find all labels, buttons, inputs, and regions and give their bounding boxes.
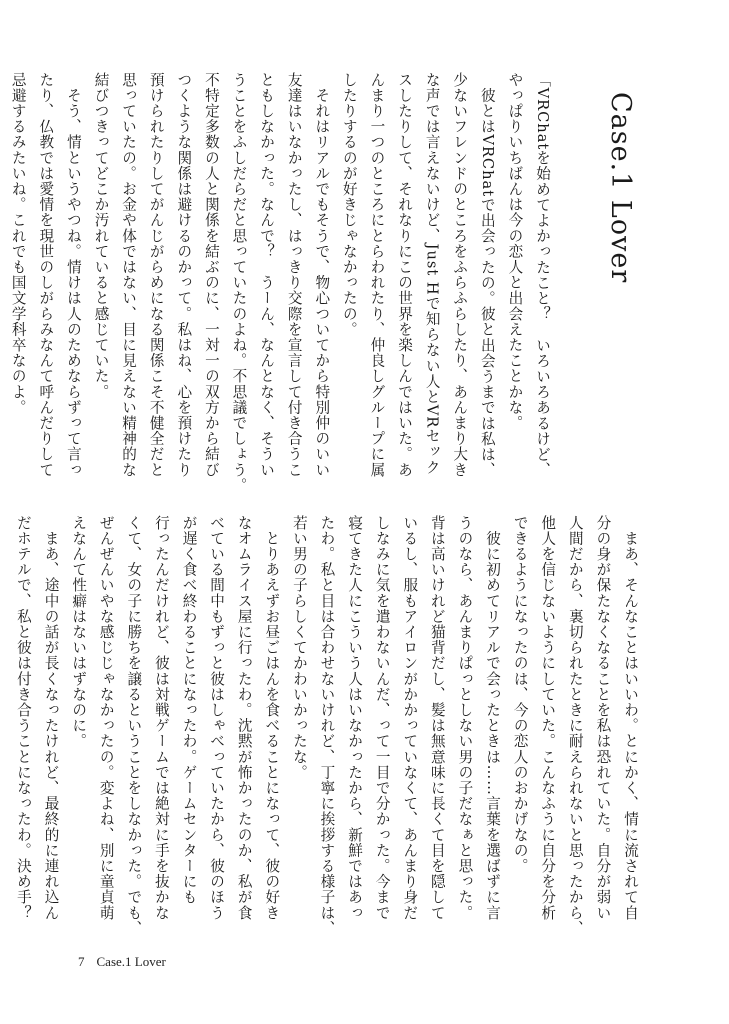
upper-text-block (9, 72, 556, 494)
lower-text-block (14, 515, 644, 937)
text-line: うことをふしだらだと思っていたのよね。不思議でしょう。 (230, 72, 248, 494)
text-line: べている間中もずっと彼はしゃべっていたから、彼のほう (208, 515, 226, 921)
text-line: くて、女の子に勝ちを譲るということをしなかった。でも、 (125, 515, 143, 937)
text-line: たわ。私と目は合わせないけれど、丁寧に挨拶する様子は、 (318, 515, 336, 937)
text-line: な声では言えないけど、Just Hで知らない人とVRセック (423, 72, 441, 476)
text-line: 彼に初めてリアルで会ったときは……言葉を選ばずに言 (484, 515, 502, 921)
text-line: つくような関係は避けるのかって。私はね、心を預けたり (175, 72, 193, 478)
text-line: したりするのが好きじゃなかったの。 (340, 72, 358, 338)
text-line: 友達はいなかったし、はっきり交際を宣言して付き合うこ (285, 72, 303, 478)
text-line: 忌避するみたいね。これでも国文学科卒なのよ。 (9, 72, 27, 416)
text-line: やっぱりいちばんは今の恋人と出会えたことかな。 (506, 72, 524, 431)
text-line: できるようになったのは、今の恋人のおかげなの。 (511, 515, 529, 874)
text-line: 行ったんだけれど、彼は対戦ゲームでは絶対に手を抜かな (152, 515, 170, 921)
text-line: 彼とはVRChatで出会ったの。彼と出会うまでは私は、 (478, 72, 496, 478)
chapter-title: Case.1 Lover (605, 92, 636, 284)
text-line: 人間だから、裏切られたときに耐えられないと思ったから、 (566, 515, 584, 937)
text-line: が遅く食べ終わることになったわ。ゲームセンターにも (180, 515, 198, 905)
text-line: そう、情というやつね。情けは人のためならずって言っ (64, 72, 82, 478)
text-line: とりあえずお昼ごはんを食べることになって、彼の好き (263, 515, 281, 921)
text-line: 不特定多数の人と関係を結ぶのに、一対一の双方から結び (202, 72, 220, 478)
text-line: だホテルで、私と彼は付き合うことになったわ。決め手？ (14, 515, 32, 921)
text-line: なオムライス屋に行ったわ。沈黙が怖かったのか、私が食 (235, 515, 253, 921)
text-line: 他人を信じないようにしていた。こんなふうに自分を分析 (539, 515, 557, 921)
text-line: えなんて性癖はないはずなのに。 (70, 515, 88, 749)
text-line: 少ないフレンドのところをふらふらしたり、あんまり大き (451, 72, 469, 478)
text-line: 結びつきってどこか汚れていると感じていた。 (92, 72, 110, 400)
text-line: んまり一つのところにとらわれたり、仲良しグループに属 (368, 72, 386, 478)
text-line: スしたりして、それなりにこの世界を楽しんではいた。あ (396, 72, 414, 478)
running-title: Case.1 Lover (96, 954, 166, 969)
text-line: たり、仏教では愛情を現世のしがらみなんて呼んだりして (37, 72, 55, 478)
text-line: うのなら、あんまりぱっとしない男の子だなぁと思った。 (456, 515, 474, 921)
text-line: まあ、そんなことはいいわ。とにかく、情に流されて自 (622, 515, 639, 921)
text-line: いるし、服もアイロンがかかっていなくて、あんまり身だ (401, 515, 419, 921)
text-line: 背は高いけれど猫背だし、髪は無意味に長くて目を隠して (428, 515, 446, 921)
text-line: 「VRChatを始めてよかったこと？ いろいろあるけど、 (534, 72, 551, 478)
text-line: 思っていたの。お金や体ではない、目に見えない精神的な (120, 72, 138, 478)
text-line: まあ、途中の話が長くなったけれど、最終的に連れ込ん (42, 515, 60, 921)
text-line: しなみに気を遣わないんだ、って一目で分かった。今まで (373, 515, 391, 921)
text-line: ぜんぜんいやな感じじゃなかったの。変よね、別に童貞萌 (97, 515, 115, 921)
text-line: それはリアルでもそうで、物心ついてから特別仲のいい (313, 72, 331, 478)
page-number: 7 (78, 954, 85, 969)
text-line: 預けられたりしてがんじがらめになる関係こそ不健全だと (147, 72, 165, 478)
text-line: 分の身が保たなくなることを私は恐れていた。自分が弱い (594, 515, 612, 921)
text-line: ともしなかった。なんで？ うーん、なんとなく、そうい (258, 72, 276, 478)
text-line: 若い男の子らしくてかわいかったな。 (290, 515, 308, 781)
page-footer (78, 954, 166, 970)
text-line: 寝てきた人にこういう人はいなかったから、新鮮ではあっ (346, 515, 364, 921)
